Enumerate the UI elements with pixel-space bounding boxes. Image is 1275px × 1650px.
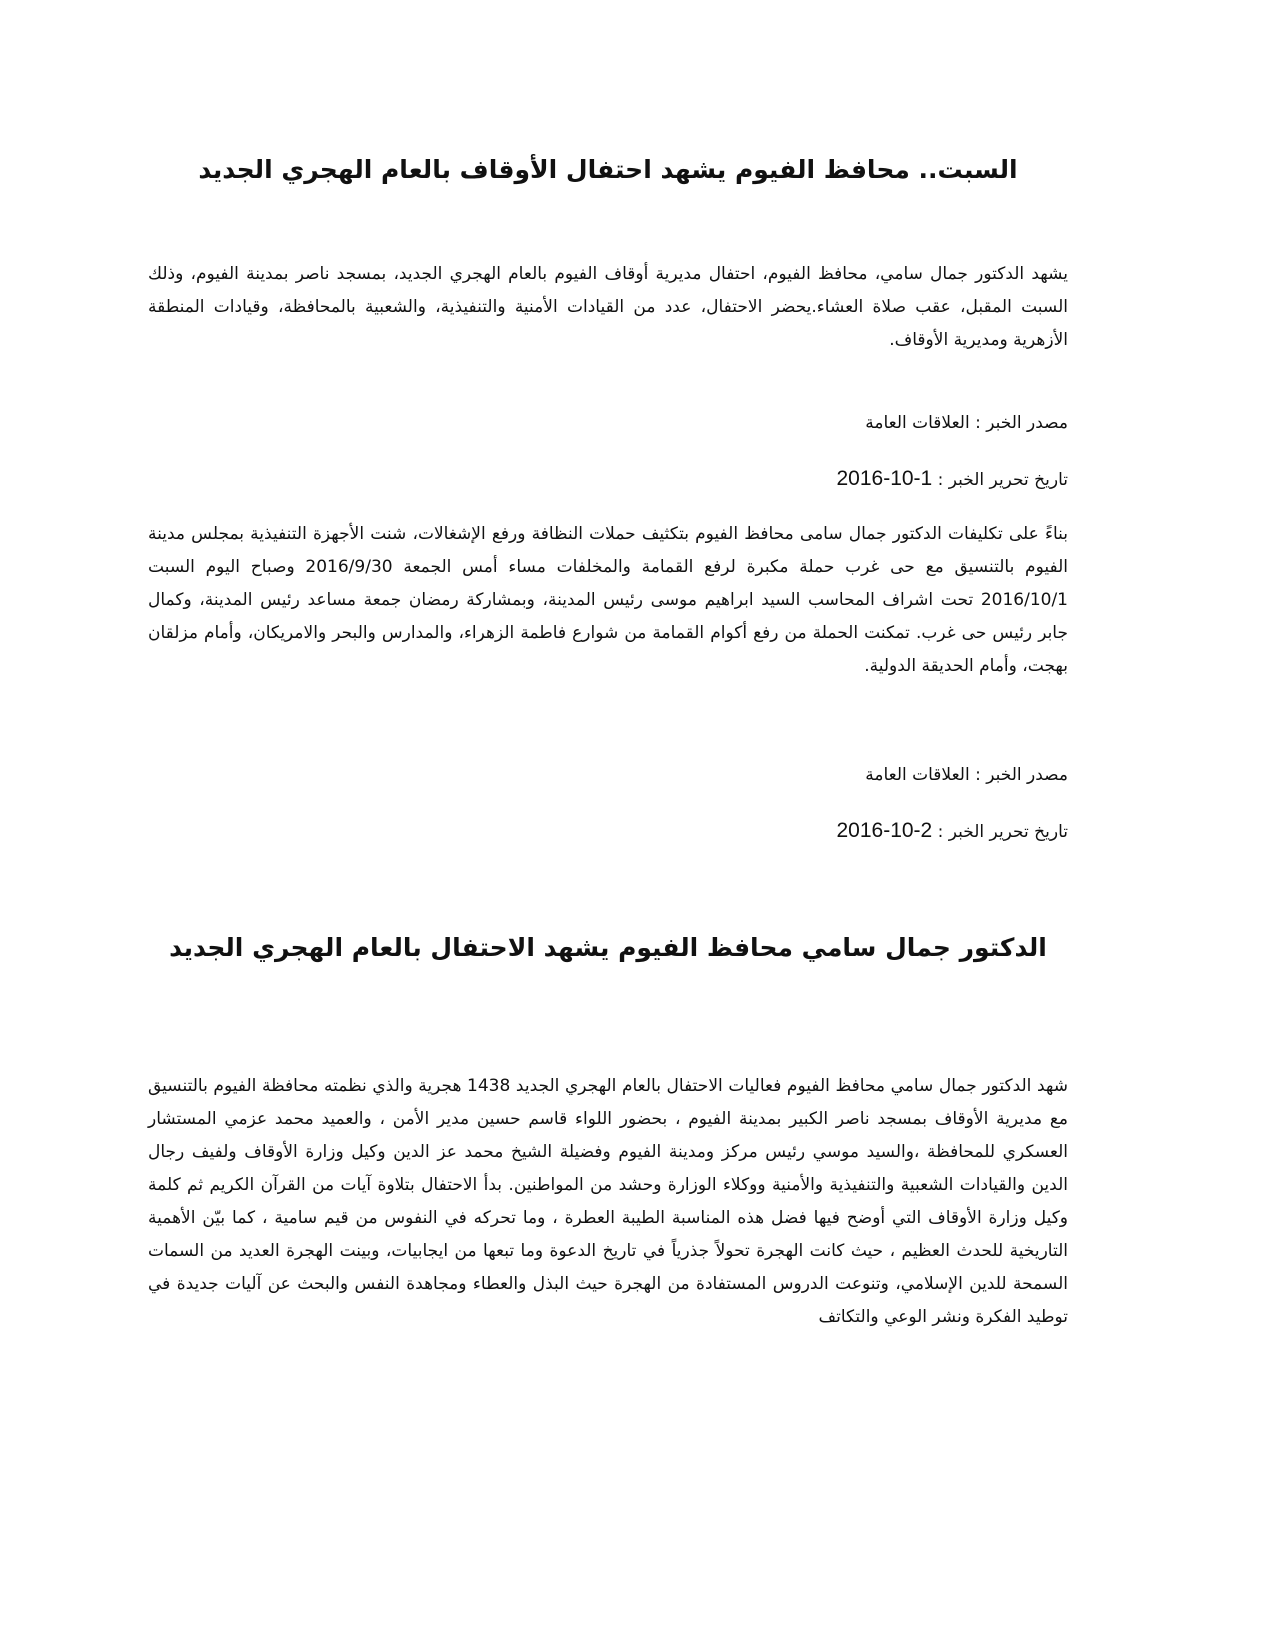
article-1-date-label: تاريخ تحرير الخبر :: [937, 470, 1068, 490]
article-2-body: بناءً على تكليفات الدكتور جمال سامى محافظ الفيوم بتكثيف حملات النظافة ورفع الإشغالات، شنت الأجهزة التنفيذية بمجلس مدينة الفيوم بالتنسيق مع حى غرب حملة مكبرة لرفع القمامة والمخلفات مساء أمس الجمعة 2016/9/30 وصباح اليوم السبت 2016/10/1 تحت اشراف المحاسب السيد ابراهيم موسى رئيس المدينة، وبمشاركة رمضان جمعة مساعد رئيس المدينة، وكمال جابر رئيس حى غرب. تمكنت الحملة من رفع أكوام القمامة من شوارع فاطمة الزهراء، والمدارس والبحر والامريكان، وأمام مزلقان بهجت، وأمام الحديقة الدولية.: [148, 524, 1068, 676]
article-1-body: يشهد الدكتور جمال سامي، محافظ الفيوم، احتفال مديرية أوقاف الفيوم بالعام الهجري الجديد، بمسجد ناصر بمدينة الفيوم، وذلك السبت المقبل، عقب صلاة العشاء.يحضر الاحتفال، عدد من القيادات الأمنية والتنفيذية، والشعبية بالمحافظة، وقيادات المنطقة الأزهرية ومديرية الأوقاف.: [148, 264, 1068, 350]
article-3-body: شهد الدكتور جمال سامي محافظ الفيوم فعاليات الاحتفال بالعام الهجري الجديد 1438 هجرية والذي نظمته محافظة الفيوم بالتنسيق مع مديرية الأوقاف بمسجد ناصر الكبير بمدينة الفيوم ، بحضور اللواء قاسم حسين مدير الأمن ، والعميد محمد عزمي المستشار العسكري للمحافظة ،والسيد موسي رئيس مركز ومدينة الفيوم وفضيلة الشيخ محمد عز الدين وكيل وزارة الأوقاف ولفيف رجال الدين والقيادات الشعبية والتنفيذية والأمنية ووكلاء الوزارة وحشد من المواطنين. بدأ الاحتفال بتلاوة آيات من القرآن الكريم ثم كلمة وكيل وزارة الأوقاف التي أوضح فيها فضل هذه المناسبة الطيبة العطرة ، وما تحركه في النفوس من قيم سامية ، كما بيّن الأهمية التاريخية للحدث العظيم ، حيث كانت الهجرة تحولاً جذرياً في تاريخ الدعوة وما تبعها من ايجابيات، وبينت الهجرة العديد من السمات السمحة للدين الإسلامي، وتنوعت الدروس المستفادة من الهجرة حيث البذل والعطاء ومجاهدة النفس والبحث عن آليات جديدة في توطيد الفكرة ونشر الوعي والتكاتف: [148, 1076, 1068, 1327]
article-2-source: مصدر الخبر : العلاقات العامة: [865, 765, 1068, 785]
article-2-date-label: تاريخ تحرير الخبر :: [937, 822, 1068, 842]
document-page: [148, 0, 1068, 1650]
article-2-date-value: 2016-10-2: [836, 819, 933, 842]
article-1-date: [148, 464, 1068, 495]
article-3-title: الدكتور جمال سامي محافظ الفيوم يشهد الاحتفال بالعام الهجري الجديد: [169, 933, 1047, 962]
article-1-date-value: 2016-10-1: [836, 467, 933, 490]
article-2-date: [148, 816, 1068, 847]
article-1-title: السبت.. محافظ الفيوم يشهد احتفال الأوقاف بالعام الهجري الجديد: [198, 155, 1018, 184]
article-1-source: مصدر الخبر : العلاقات العامة: [865, 413, 1068, 433]
